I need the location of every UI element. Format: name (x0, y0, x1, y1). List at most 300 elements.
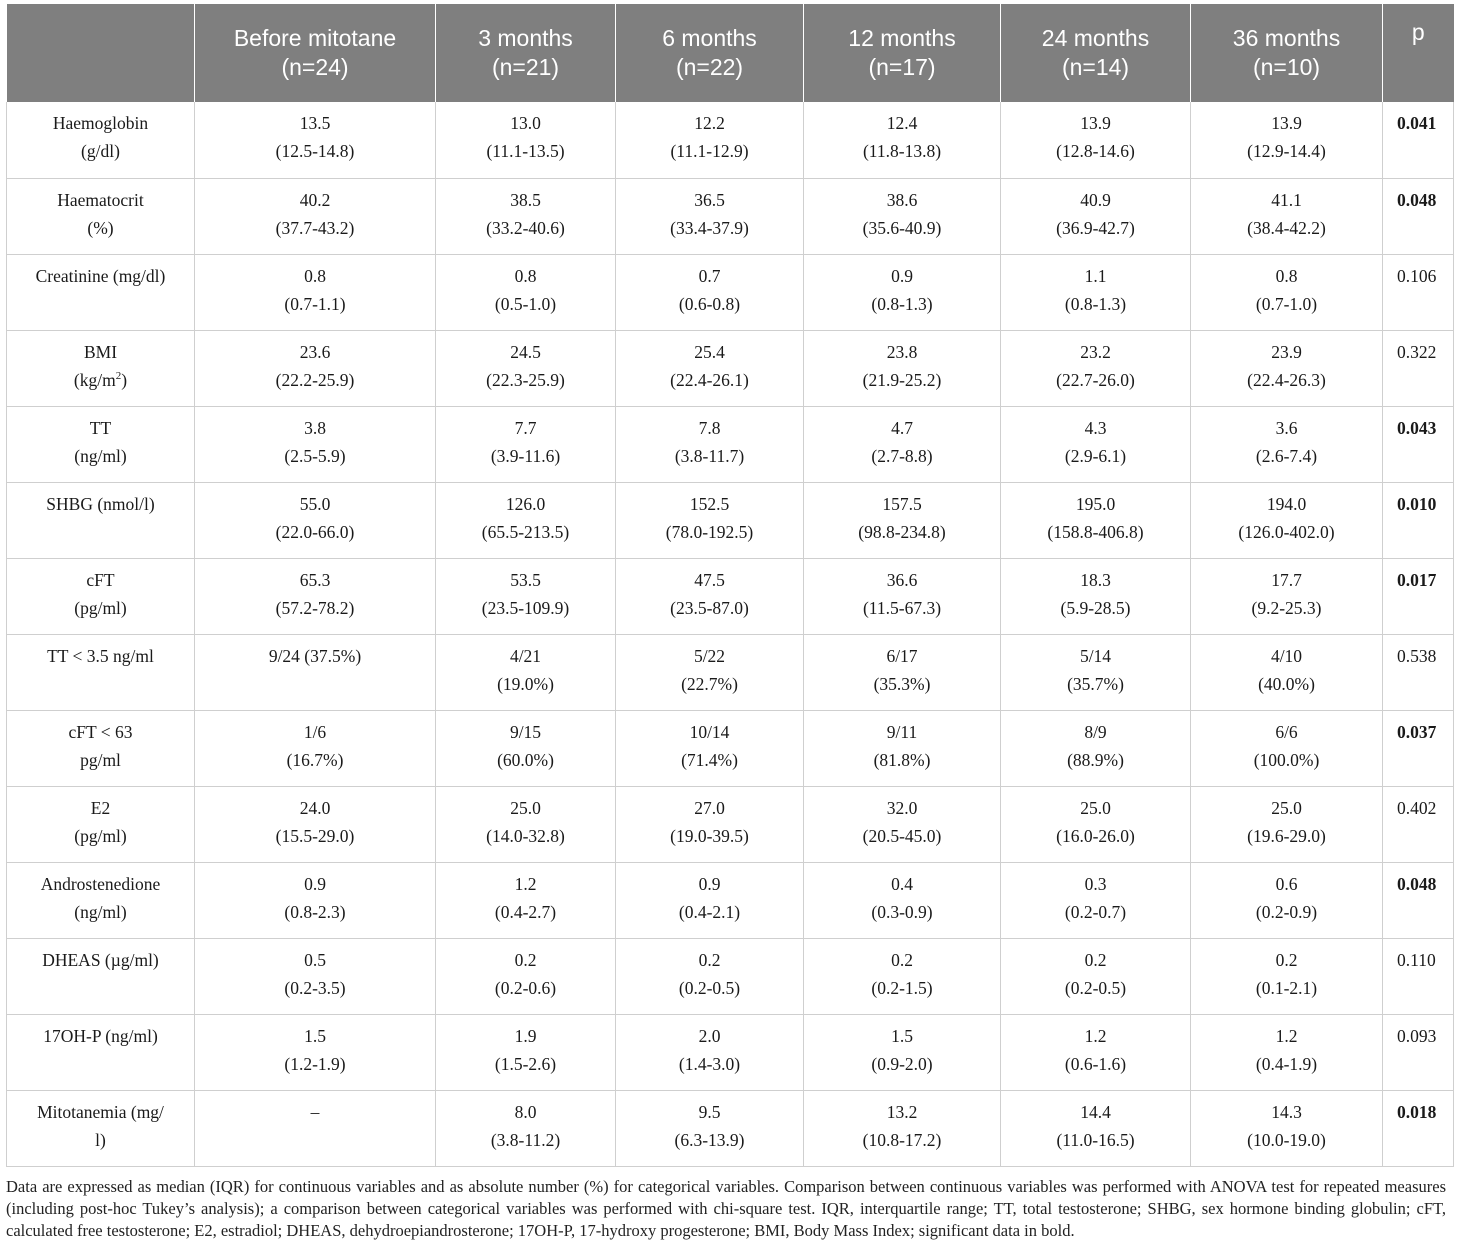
row-label-unit-end: ) (121, 369, 128, 390)
column-header-title: 36 months (1232, 25, 1341, 51)
cell-median: 18.3 (1080, 569, 1111, 590)
cell-median: 40.2 (299, 189, 331, 210)
column-header-title: 6 months (662, 25, 757, 51)
cell-range: (0.6-0.8) (678, 293, 741, 314)
row-label-name: Haemoglobin (52, 113, 149, 133)
row-label-name: Mitotanemia (mg/ (37, 1101, 164, 1122)
cell-median: 0.7 (698, 265, 721, 286)
data-cell (616, 558, 804, 634)
column-header-title: 24 months (1041, 25, 1150, 51)
row-label-unit (13, 594, 188, 622)
cell-median: 1.2 (514, 873, 537, 894)
cell-median: 1.5 (891, 1025, 913, 1046)
column-header-6 (1191, 4, 1383, 102)
p-value: 0.018 (1383, 1090, 1454, 1166)
data-cell (436, 1090, 616, 1166)
data-cell (616, 710, 804, 786)
column-header-0 (7, 4, 195, 102)
p-value: 0.048 (1383, 862, 1454, 938)
cell-median: 0.9 (698, 873, 721, 894)
data-cell (195, 406, 436, 482)
data-cell (616, 102, 804, 178)
table-row (7, 482, 1454, 558)
cell-median: 53.5 (510, 569, 541, 590)
cell-median: 1.2 (1275, 1025, 1298, 1046)
cell-range: (0.2-1.5) (871, 977, 933, 998)
cell-range: (23.5-109.9) (481, 597, 570, 618)
cell-median: 1/6 (303, 721, 327, 742)
data-cell (436, 406, 616, 482)
data-cell (1001, 178, 1191, 254)
data-cell (1191, 178, 1383, 254)
cell-median: 1.1 (1084, 265, 1107, 286)
data-cell (804, 482, 1001, 558)
cell-median: 25.4 (694, 341, 725, 362)
data-cell (1001, 1014, 1191, 1090)
cell-range: (19.0-39.5) (670, 825, 749, 846)
data-cell (436, 634, 616, 710)
data-cell (436, 482, 616, 558)
row-label-unit (13, 214, 188, 242)
cell-median: 41.1 (1271, 189, 1302, 210)
cell-range: (35.6-40.9) (862, 217, 942, 238)
data-cell (804, 938, 1001, 1014)
table-row (7, 862, 1454, 938)
data-cell (436, 710, 616, 786)
data-cell (1001, 254, 1191, 330)
row-label-unit (13, 746, 188, 774)
cell-range: (21.9-25.2) (862, 369, 942, 390)
cell-range: (3.9-11.6) (490, 445, 561, 466)
cell-median: 6/17 (886, 645, 918, 666)
row-label-name: BMI (83, 341, 118, 362)
data-cell (616, 254, 804, 330)
cell-median: 152.5 (689, 493, 730, 514)
cell-range: (12.5-14.8) (275, 141, 355, 161)
table-row (7, 254, 1454, 330)
cell-median: 7.8 (698, 417, 721, 438)
row-label-unit-text: (ng/ml) (74, 901, 127, 922)
cell-range: (22.2-25.9) (275, 369, 355, 390)
table-row (7, 1090, 1454, 1166)
cell-median: 3.8 (304, 417, 326, 438)
row-label (7, 254, 195, 330)
data-cell (1001, 710, 1191, 786)
data-cell (616, 482, 804, 558)
cell-range: (3.8-11.2) (490, 1129, 561, 1150)
cell-range: (33.2-40.6) (486, 217, 565, 238)
row-label (7, 938, 195, 1014)
p-value: 0.402 (1383, 786, 1454, 862)
data-cell (616, 938, 804, 1014)
cell-median: 32.0 (886, 797, 918, 818)
data-cell (1191, 1014, 1383, 1090)
cell-range: (71.4%) (681, 749, 738, 770)
data-cell (1191, 406, 1383, 482)
row-label (7, 786, 195, 862)
row-label (7, 1014, 195, 1090)
data-cell (195, 330, 436, 406)
table-footnote: Data are expressed as median (IQR) for continuous variables and as absolute number (%) for categorical variables. Comparison between continuous variables was performed with ANOVA test for repeated measures (including post-hoc Tukey’s analysis); a comparison between categorical variables was performed with chi-square test. IQR, interquartile range; TT, total testosterone; SHBG, sex hormone binding globulin; cFT, calculated free testosterone; E2, estradiol; DHEAS, dehydroepiandrosterone; 17OH-P, 17-hydroxy progesterone; BMI, Body Mass Index; significant data in bold. (6, 1176, 1446, 1240)
cell-median: 23.8 (886, 341, 918, 362)
cell-median: 0.8 (304, 265, 326, 286)
column-header-n: (n=21) (491, 54, 560, 80)
p-value: 0.538 (1383, 634, 1454, 710)
cell-median: 0.2 (1275, 949, 1298, 970)
data-cell (804, 254, 1001, 330)
cell-median: 0.2 (698, 949, 721, 970)
data-cell (1191, 1090, 1383, 1166)
data-cell (1001, 786, 1191, 862)
row-label-unit (13, 442, 188, 470)
cell-range: (0.2-0.9) (1255, 901, 1318, 922)
cell-range: (2.5-5.9) (284, 445, 346, 466)
cell-range: (81.8%) (873, 749, 931, 770)
data-cell (1191, 634, 1383, 710)
cell-median: 36.6 (886, 569, 918, 590)
cell-range: (0.2-0.6) (494, 977, 557, 998)
data-cell (804, 406, 1001, 482)
results-table (6, 4, 1454, 1167)
row-label-unit (13, 137, 188, 165)
cell-median: 55.0 (299, 493, 331, 514)
table-row (7, 330, 1454, 406)
cell-range: (60.0%) (497, 749, 554, 770)
cell-range: (158.8-406.8) (1047, 521, 1144, 542)
cell-range: (3.8-11.7) (674, 445, 745, 466)
cell-range: (36.9-42.7) (1056, 217, 1135, 238)
cell-median: 13.0 (510, 113, 541, 133)
cell-median: 157.5 (882, 493, 922, 514)
table-row (7, 178, 1454, 254)
data-cell (195, 862, 436, 938)
data-cell (436, 786, 616, 862)
cell-range: (9.2-25.3) (1251, 597, 1322, 618)
cell-range: (37.7-43.2) (275, 217, 355, 238)
cell-median: 23.6 (299, 341, 331, 362)
cell-median: 13.5 (299, 113, 331, 133)
cell-median: 1.2 (1084, 1025, 1107, 1046)
data-cell (1191, 482, 1383, 558)
column-header-title: Before mitotane (233, 25, 397, 51)
cell-median: 14.3 (1271, 1101, 1302, 1122)
data-cell (195, 710, 436, 786)
cell-median: 5/22 (693, 645, 726, 666)
row-label-name: Creatinine (mg/dl) (35, 265, 166, 286)
row-label-name: cFT < 63 (68, 721, 133, 742)
cell-median: 0.2 (1084, 949, 1107, 970)
cell-median: 40.9 (1080, 189, 1111, 210)
p-value: 0.106 (1383, 254, 1454, 330)
cell-range: (23.5-87.0) (670, 597, 749, 618)
cell-range: (1.5-2.6) (494, 1053, 557, 1074)
table-row (7, 634, 1454, 710)
cell-range: (2.6-7.4) (1255, 445, 1318, 466)
cell-median: 4.3 (1084, 417, 1107, 438)
cell-range: (0.1-2.1) (1255, 977, 1318, 998)
data-cell (616, 1090, 804, 1166)
cell-median: 9/11 (886, 721, 918, 742)
cell-median: 0.2 (514, 949, 537, 970)
cell-range: (0.9-2.0) (871, 1053, 933, 1074)
row-label-name: Haematocrit (57, 189, 144, 210)
data-cell (1191, 254, 1383, 330)
data-cell (436, 558, 616, 634)
data-cell (436, 178, 616, 254)
column-header-7 (1383, 4, 1454, 102)
data-cell (436, 862, 616, 938)
cell-range: (16.0-26.0) (1056, 825, 1135, 846)
row-label-name: E2 (90, 797, 111, 818)
cell-median: 17.7 (1271, 569, 1302, 590)
cell-range: (33.4-37.9) (670, 217, 749, 238)
data-cell (804, 786, 1001, 862)
row-label-unit (13, 898, 188, 926)
cell-median: 10/14 (689, 721, 730, 742)
table-container (6, 4, 1453, 1242)
cell-median: – (310, 1101, 320, 1122)
data-cell (436, 254, 616, 330)
cell-range: (0.3-0.9) (871, 901, 933, 922)
data-cell (1001, 634, 1191, 710)
cell-range: (35.7%) (1067, 673, 1124, 694)
cell-median: 4/10 (1270, 645, 1303, 666)
row-label-unit-text: l) (95, 1129, 106, 1150)
data-cell (804, 634, 1001, 710)
data-cell (436, 102, 616, 178)
data-cell (436, 1014, 616, 1090)
cell-median: 9/15 (509, 721, 542, 742)
cell-median: 47.5 (694, 569, 725, 590)
data-cell (1191, 102, 1383, 178)
cell-range: (10.8-17.2) (862, 1129, 942, 1150)
cell-median: 13.9 (1271, 113, 1302, 133)
row-label-unit (13, 366, 188, 394)
cell-median: 12.2 (694, 113, 725, 133)
data-cell (1191, 710, 1383, 786)
table-row (7, 406, 1454, 482)
column-header-4 (804, 4, 1001, 102)
row-label (7, 1090, 195, 1166)
data-cell (195, 254, 436, 330)
row-label (7, 482, 195, 558)
data-cell (616, 862, 804, 938)
cell-range: (65.5-213.5) (481, 521, 570, 542)
row-label-unit (13, 1126, 188, 1154)
cell-median: 25.0 (1271, 797, 1302, 818)
table-row (7, 938, 1454, 1014)
row-label (7, 862, 195, 938)
cell-median: 13.2 (886, 1101, 918, 1122)
cell-median: 0.5 (304, 949, 326, 970)
cell-range: (22.7%) (681, 673, 738, 694)
cell-range: (22.4-26.1) (670, 369, 749, 390)
cell-range: (11.8-13.8) (862, 141, 942, 161)
cell-range: (0.2-0.5) (1064, 977, 1127, 998)
cell-median: 1.5 (304, 1025, 326, 1046)
cell-range: (12.9-14.4) (1247, 141, 1326, 161)
cell-median: 0.3 (1084, 873, 1107, 894)
cell-median: 24.5 (510, 341, 541, 362)
data-cell (804, 862, 1001, 938)
data-cell (1001, 1090, 1191, 1166)
data-cell (436, 938, 616, 1014)
row-label (7, 330, 195, 406)
data-cell (616, 634, 804, 710)
cell-range: (1.2-1.9) (284, 1053, 346, 1074)
cell-range: (19.6-29.0) (1247, 825, 1326, 846)
row-label-name: SHBG (nmol/l) (46, 493, 155, 514)
data-cell (1001, 938, 1191, 1014)
cell-median: 8/9 (1084, 721, 1107, 742)
data-cell (616, 330, 804, 406)
cell-range: (1.4-3.0) (678, 1053, 741, 1074)
column-header-3 (616, 4, 804, 102)
data-cell (804, 102, 1001, 178)
cell-range: (20.5-45.0) (862, 825, 942, 846)
p-value: 0.043 (1383, 406, 1454, 482)
row-label (7, 634, 195, 710)
cell-range: (14.0-32.8) (486, 825, 565, 846)
data-cell (195, 102, 436, 178)
row-label (7, 710, 195, 786)
cell-median: 65.3 (299, 569, 331, 590)
row-label-name: 17OH-P (ng/ml) (43, 1025, 158, 1046)
column-header-5 (1001, 4, 1191, 102)
column-header-title: p (1411, 19, 1425, 45)
cell-range: (40.0%) (1258, 673, 1315, 694)
data-cell (195, 482, 436, 558)
cell-median: 0.9 (304, 873, 326, 894)
data-cell (616, 406, 804, 482)
column-header-n: (n=14) (1061, 54, 1130, 80)
p-value: 0.322 (1383, 330, 1454, 406)
cell-range: (0.7-1.1) (284, 293, 346, 314)
table-row (7, 102, 1454, 178)
cell-median: 25.0 (510, 797, 541, 818)
cell-median: 0.2 (891, 949, 913, 970)
cell-range: (22.7-26.0) (1056, 369, 1135, 390)
p-value: 0.017 (1383, 558, 1454, 634)
cell-range: (0.8-1.3) (1064, 293, 1127, 314)
row-label-superscript: 2 (115, 369, 122, 382)
row-label-name: DHEAS (µg/ml) (42, 949, 159, 970)
cell-range: (98.8-234.8) (858, 521, 946, 542)
cell-median: 6/6 (1275, 721, 1298, 742)
cell-median: 24.0 (299, 797, 331, 818)
data-cell (804, 1014, 1001, 1090)
column-header-title: 12 months (848, 25, 956, 51)
row-label-unit-text: (g/dl) (81, 141, 120, 161)
data-cell (1191, 862, 1383, 938)
cell-range: (0.4-2.1) (678, 901, 741, 922)
table-row (7, 558, 1454, 634)
row-label (7, 406, 195, 482)
cell-range: (2.9-6.1) (1064, 445, 1127, 466)
cell-range: (11.1-12.9) (670, 141, 749, 161)
cell-range: (10.0-19.0) (1247, 1129, 1326, 1150)
cell-range: (11.0-16.5) (1056, 1129, 1135, 1150)
data-cell (804, 710, 1001, 786)
cell-range: (57.2-78.2) (275, 597, 355, 618)
row-label-unit-text: (ng/ml) (74, 445, 127, 466)
data-cell (195, 558, 436, 634)
cell-median: 23.9 (1271, 341, 1302, 362)
cell-range: (15.5-29.0) (275, 825, 355, 846)
data-cell (1001, 330, 1191, 406)
cell-range: (0.2-0.5) (678, 977, 741, 998)
data-cell (1001, 558, 1191, 634)
row-label-unit-text: (kg/m (73, 369, 116, 390)
data-cell (616, 178, 804, 254)
column-header-n: (n=24) (281, 54, 349, 80)
data-cell (1001, 482, 1191, 558)
data-cell (616, 786, 804, 862)
header-row (7, 4, 1454, 102)
cell-range: (16.7%) (286, 749, 344, 770)
cell-median: 194.0 (1266, 493, 1307, 514)
cell-median: 8.0 (514, 1101, 537, 1122)
cell-range: (126.0-402.0) (1238, 521, 1335, 542)
data-cell (195, 938, 436, 1014)
column-header-title: 3 months (478, 25, 573, 51)
cell-range: (78.0-192.5) (665, 521, 754, 542)
data-cell (616, 1014, 804, 1090)
cell-median: 12.4 (886, 113, 918, 133)
row-label (7, 178, 195, 254)
cell-median: 0.6 (1275, 873, 1298, 894)
cell-range: (22.4-26.3) (1247, 369, 1326, 390)
p-value: 0.037 (1383, 710, 1454, 786)
data-cell (195, 786, 436, 862)
data-cell (804, 1090, 1001, 1166)
column-header-n: (n=10) (1252, 54, 1321, 80)
cell-range: (0.4-2.7) (494, 901, 557, 922)
cell-median: 1.9 (514, 1025, 537, 1046)
data-cell (1191, 330, 1383, 406)
table-row (7, 1014, 1454, 1090)
column-header-1 (195, 4, 436, 102)
row-label-name: TT (89, 417, 112, 438)
cell-range: (0.2-3.5) (284, 977, 346, 998)
cell-median: 38.5 (510, 189, 541, 210)
cell-range: (0.7-1.0) (1255, 293, 1318, 314)
cell-median: 0.8 (514, 265, 537, 286)
cell-range: (22.0-66.0) (275, 521, 355, 542)
cell-range: (100.0%) (1253, 749, 1320, 770)
cell-range: (38.4-42.2) (1247, 217, 1326, 238)
cell-median: 126.0 (505, 493, 546, 514)
cell-median: 27.0 (694, 797, 725, 818)
cell-range: (0.5-1.0) (494, 293, 557, 314)
row-label-unit (13, 822, 188, 850)
cell-median: 9.5 (698, 1101, 721, 1122)
row-label-unit-text: pg/ml (80, 749, 121, 770)
cell-range: (0.8-2.3) (284, 901, 346, 922)
p-value: 0.093 (1383, 1014, 1454, 1090)
cell-median: 23.2 (1080, 341, 1111, 362)
cell-median: 38.6 (886, 189, 918, 210)
row-label-unit-text: (pg/ml) (74, 597, 127, 618)
cell-range: (0.2-0.7) (1064, 901, 1127, 922)
cell-median: 14.4 (1080, 1101, 1111, 1122)
cell-range: (11.1-13.5) (486, 141, 565, 161)
p-value: 0.048 (1383, 178, 1454, 254)
column-header-2 (436, 4, 616, 102)
data-cell (804, 330, 1001, 406)
data-cell (195, 178, 436, 254)
cell-range: (6.3-13.9) (674, 1129, 745, 1150)
